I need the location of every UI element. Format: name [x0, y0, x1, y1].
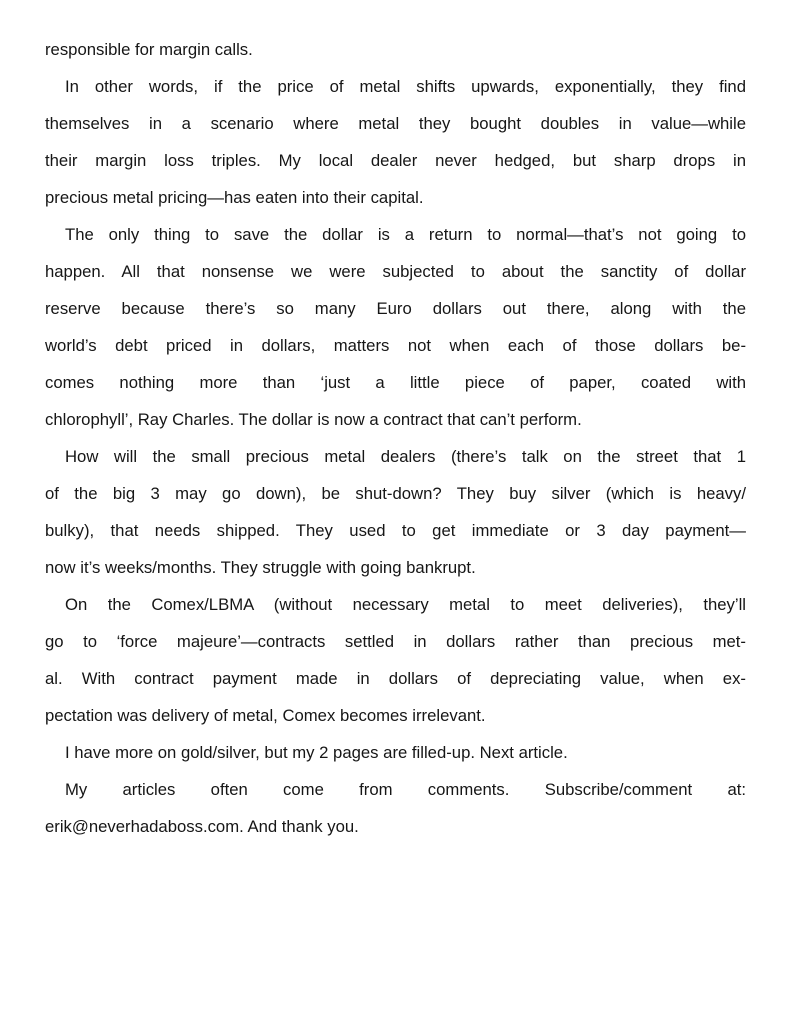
paragraph: [45, 586, 746, 734]
text-line: In other words, if the price of metal shifts upwards, exponentially, they find: [65, 77, 746, 96]
paragraph: [45, 734, 746, 771]
text-line: bulky), that needs shipped. They used to get immediate or 3 day payment—: [45, 521, 746, 540]
text-line: responsible for margin calls.: [45, 40, 253, 59]
text-line: precious metal pricing—has eaten into their capital.: [45, 188, 424, 207]
text-line: of the big 3 may go down), be shut-down? They buy silver (which is heavy/: [45, 484, 746, 503]
paragraph: [45, 68, 746, 216]
text-line: their margin loss triples. My local dealer never hedged, but sharp drops in: [45, 151, 746, 170]
paragraph: [45, 216, 746, 438]
text-line: chlorophyll’, Ray Charles. The dollar is now a contract that can’t perform.: [45, 410, 582, 429]
text-line: On the Comex/LBMA (without necessary metal to meet deliveries), they’ll: [65, 595, 746, 614]
text-line: pectation was delivery of metal, Comex becomes irrelevant.: [45, 706, 486, 725]
article-text: [45, 31, 746, 845]
text-line: world’s debt priced in dollars, matters not when each of those dollars be-: [45, 336, 746, 355]
text-line: How will the small precious metal dealers (there’s talk on the street that 1: [65, 447, 746, 466]
text-line: reserve because there’s so many Euro dollars out there, along with the: [45, 299, 746, 318]
text-line: My articles often come from comments. Subscribe/comment at:: [65, 780, 746, 799]
text-line: erik@neverhadaboss.com. And thank you.: [45, 817, 359, 836]
text-line: comes nothing more than ‘just a little piece of paper, coated with: [45, 373, 746, 392]
text-line: themselves in a scenario where metal they bought doubles in value—while: [45, 114, 746, 133]
text-line: al. With contract payment made in dollars of depreciating value, when ex-: [45, 669, 746, 688]
paragraph: [45, 438, 746, 586]
paragraph: [45, 31, 746, 68]
text-line: I have more on gold/silver, but my 2 pages are filled-up. Next article.: [65, 743, 568, 762]
text-line: The only thing to save the dollar is a return to normal—that’s not going to: [65, 225, 746, 244]
text-line: happen. All that nonsense we were subjected to about the sanctity of dollar: [45, 262, 746, 281]
text-line: now it’s weeks/months. They struggle with going bankrupt.: [45, 558, 476, 577]
paragraph: [45, 771, 746, 845]
text-line: go to ‘force majeure’—contracts settled in dollars rather than precious met-: [45, 632, 746, 651]
